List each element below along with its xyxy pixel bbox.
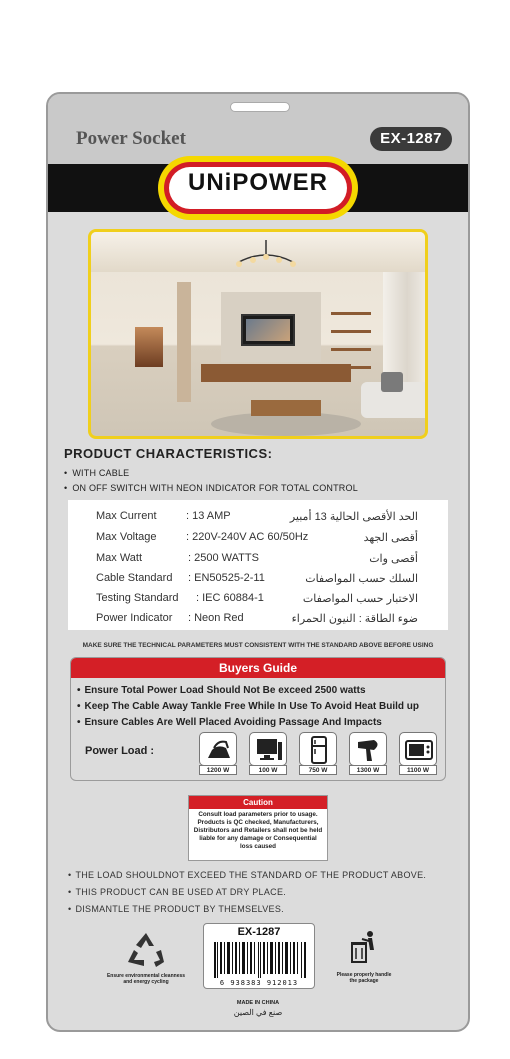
buyers-guide-title: Buyers Guide [71, 658, 445, 678]
refrigerator-icon [304, 736, 334, 764]
buyers-guide [70, 657, 446, 781]
caution-title: Caution [189, 796, 327, 809]
living-room-photo [88, 229, 428, 439]
specs-table [68, 500, 448, 630]
guide-item: • Keep The Cable Away Tankle Free While In Use To Avoid Heat Build up [77, 701, 419, 712]
recycle-icon [124, 930, 168, 970]
model-badge: EX-1287 [370, 127, 452, 151]
characteristics-title: PRODUCT CHARACTERISTICS: [64, 446, 273, 461]
spec-row: Power Indicator : Neon Red ضوء الطاقة : النيون الحمراء [96, 612, 418, 625]
appliance-iron: 1200 W [199, 732, 237, 774]
power-load-label: Power Load : [85, 745, 155, 757]
caution-box [188, 795, 328, 861]
made-in-label-arabic: صنع في الصين [233, 1008, 283, 1017]
brand-logo [158, 156, 358, 220]
spec-row: Testing Standard : IEC 60884-1 الاختبار حسب المواصفات [96, 592, 418, 605]
usage-note: • DISMANTLE THE PRODUCT BY THEMSELVES. [68, 904, 284, 914]
microwave-icon [404, 736, 434, 764]
barcode-digits: 6 938383 912013 [219, 979, 299, 987]
product-title: Power Socket [76, 128, 186, 149]
packaging-card [46, 92, 470, 1032]
appliance-refrigerator: 750 W [299, 732, 337, 774]
caution-text: Consult load parameters prior to usage. Products is QC checked, Manufacturers, Distributors and Retailers shall not be held liable for any damage or Consequential loss caused [193, 811, 323, 850]
spec-row: Cable Standard : EN50525-2-11 السلك حسب المواصفات [96, 572, 418, 585]
trash-bin-icon [348, 930, 378, 966]
spec-row: Max Current : 13 AMP الحد الأقصى الحالية 13 أمبير [96, 510, 418, 523]
hang-hole [230, 102, 290, 112]
spec-row: Max Watt : 2500 WATTS أقصى وات [96, 552, 418, 565]
barcode-model: EX-1287 [237, 926, 281, 938]
barcode-label [203, 923, 315, 989]
recycle-caption: Ensure environmental cleanness and energy cycling [106, 973, 186, 985]
usage-note: • THE LOAD SHOULDNOT EXCEED THE STANDARD OF THE PRODUCT ABOVE. [68, 870, 426, 880]
guide-item: • Ensure Total Power Load Should Not Be exceed 2500 watts [77, 685, 366, 696]
iron-icon [204, 736, 234, 764]
tv [241, 314, 295, 346]
characteristic-item: • ON OFF SWITCH WITH NEON INDICATOR FOR TOTAL CONTROL [64, 483, 358, 493]
characteristic-item: • WITH CABLE [64, 468, 129, 478]
barcode-icon [214, 942, 306, 978]
usage-note: • THIS PRODUCT CAN BE USED AT DRY PLACE. [68, 887, 286, 897]
bin-caption: Please properly handle the package [336, 972, 392, 984]
chandelier-icon [231, 240, 301, 278]
hair-dryer-icon [354, 736, 384, 764]
appliance-computer: 100 W [249, 732, 287, 774]
brand-logo-text: UNiPOWER [169, 167, 347, 209]
appliance-microwave: 1100 W [399, 732, 437, 774]
guide-item: • Ensure Cables Are Well Placed Avoiding Passage And Impacts [77, 717, 382, 728]
parameter-warning: MAKE SURE THE TECHNICAL PARAMETERS MUST CONSISTENT WITH THE STANDARD ABOVE BEFORE USING [82, 642, 434, 649]
made-in-label: MADE IN CHINA [236, 1000, 280, 1006]
computer-icon [254, 736, 284, 764]
spec-row: Max Voltage : 220V-240V AC 60/50Hz أقصى الجهد [96, 531, 418, 544]
appliance-hair-dryer: 1300 W [349, 732, 387, 774]
